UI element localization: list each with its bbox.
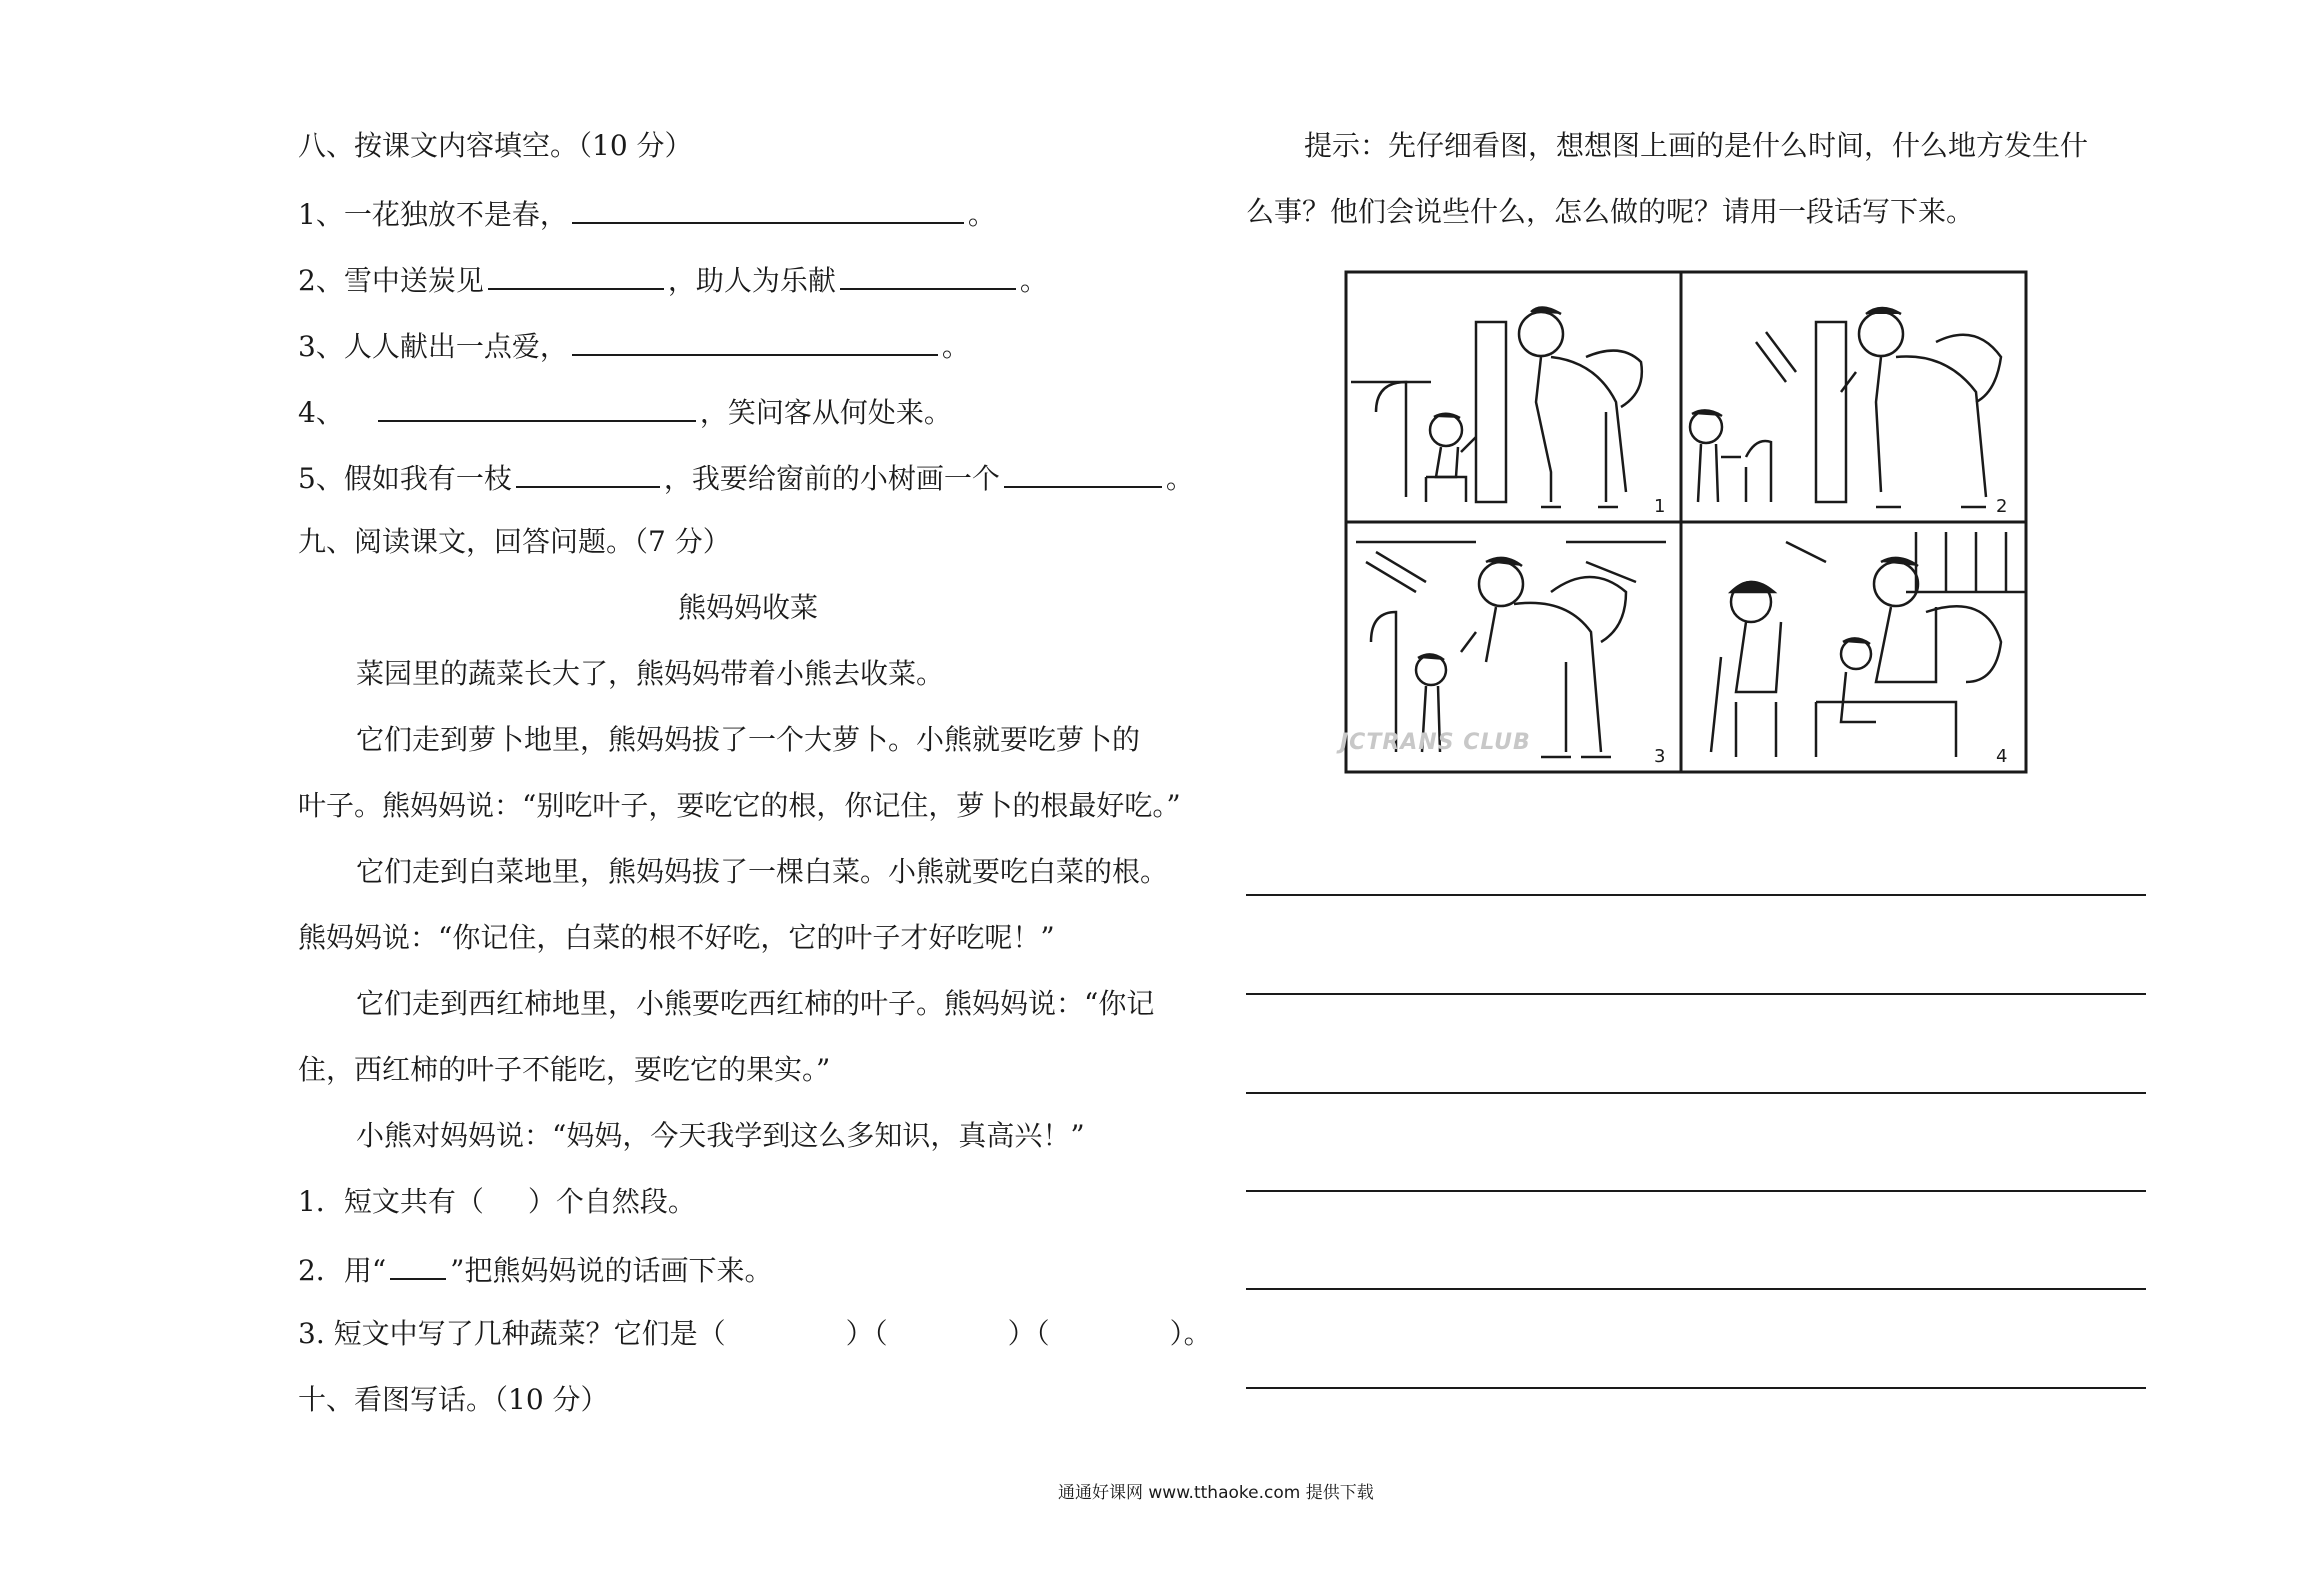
writing-line[interactable] [1246,894,2146,896]
writing-line[interactable] [1246,1387,2146,1389]
section-10-heading: 十、看图写话。（10 分） [298,1383,609,1416]
answer-blank[interactable] [378,392,696,422]
section-8-heading: 八、按课文内容填空。（10 分） [298,129,693,162]
question-1: 1．短文共有（ ）个自然段。 [298,1185,696,1218]
story-paragraph-cont: 住，西红柿的叶子不能吃，要吃它的果实。” [298,1053,831,1086]
footer-text: 通通好课网 www.tthaoke.com 提供下载 [1058,1483,1374,1503]
underline-sample [390,1250,446,1280]
hint-line-2: 么事？他们会说些什么，怎么做的呢？请用一段话写下来。 [1246,195,1975,228]
fill-item-5: 5、假如我有一枝 ，我要给窗前的小树画一个 。 [298,458,1194,494]
watermark: JCTRANS CLUB [1340,730,1531,755]
comic-panel-1 [1346,272,1681,522]
writing-line[interactable] [1246,993,2146,995]
panel-number: 4 [1996,746,2008,767]
panel-4-drawing [1711,532,2026,767]
answer-blank[interactable] [516,458,660,488]
answer-blank[interactable] [1004,458,1162,488]
question-2: 2．用“ ”把熊妈妈说的话画下来。 [298,1250,772,1286]
story-paragraph: 菜园里的蔬菜长大了，熊妈妈带着小熊去收菜。 [356,657,945,690]
story-paragraph-cont: 熊妈妈说：“你记住，白菜的根不好吃，它的叶子才好吃呢！” [298,921,1055,954]
panel-1-drawing [1351,307,1665,517]
answer-blank[interactable] [572,326,938,356]
panel-number: 3 [1654,746,1666,767]
fill-item-1: 1、一花独放不是春， 。 [298,194,996,230]
comic-panel-2 [1681,272,2026,522]
story-paragraph: 它们走到白菜地里，熊妈妈拔了一棵白菜。小熊就要吃白菜的根。 [356,855,1169,888]
answer-blank[interactable] [840,260,1016,290]
answer-blank[interactable] [488,260,664,290]
question-3: 3. 短文中写了几种蔬菜？它们是（ ）（ ）（ ）。 [298,1317,1212,1350]
writing-line[interactable] [1246,1092,2146,1094]
section-9-heading: 九、阅读课文，回答问题。（7 分） [298,525,731,558]
fill-item-2: 2、雪中送炭见 ，助人为乐献 。 [298,260,1048,296]
writing-line[interactable] [1246,1190,2146,1192]
panel-number: 1 [1654,496,1666,517]
answer-blank[interactable] [572,194,964,224]
story-paragraph-cont: 叶子。熊妈妈说：“别吃叶子，要吃它的根，你记住，萝卜的根最好吃。” [298,789,1181,822]
comic-panel-4 [1681,522,2026,772]
story-paragraph: 它们走到西红柿地里，小熊要吃西红柿的叶子。熊妈妈说：“你记 [356,987,1155,1020]
story-paragraph: 它们走到萝卜地里，熊妈妈拔了一个大萝卜。小熊就要吃萝卜的 [356,723,1141,756]
fill-item-3: 3、人人献出一点爱， 。 [298,326,970,362]
hint-line-1: 提示：先仔细看图，想想图上画的是什么时间，什么地方发生什 [1304,129,2089,162]
story-paragraph: 小熊对妈妈说：“妈妈，今天我学到这么多知识，真高兴！” [356,1119,1085,1152]
writing-line[interactable] [1246,1288,2146,1290]
panel-number: 2 [1996,496,2008,517]
panel-2-drawing [1690,308,2007,517]
comic-illustration [1336,262,2036,782]
fill-item-4: 4、 ，笑问客从何处来。 [298,392,952,428]
story-title: 熊妈妈收菜 [677,591,818,624]
